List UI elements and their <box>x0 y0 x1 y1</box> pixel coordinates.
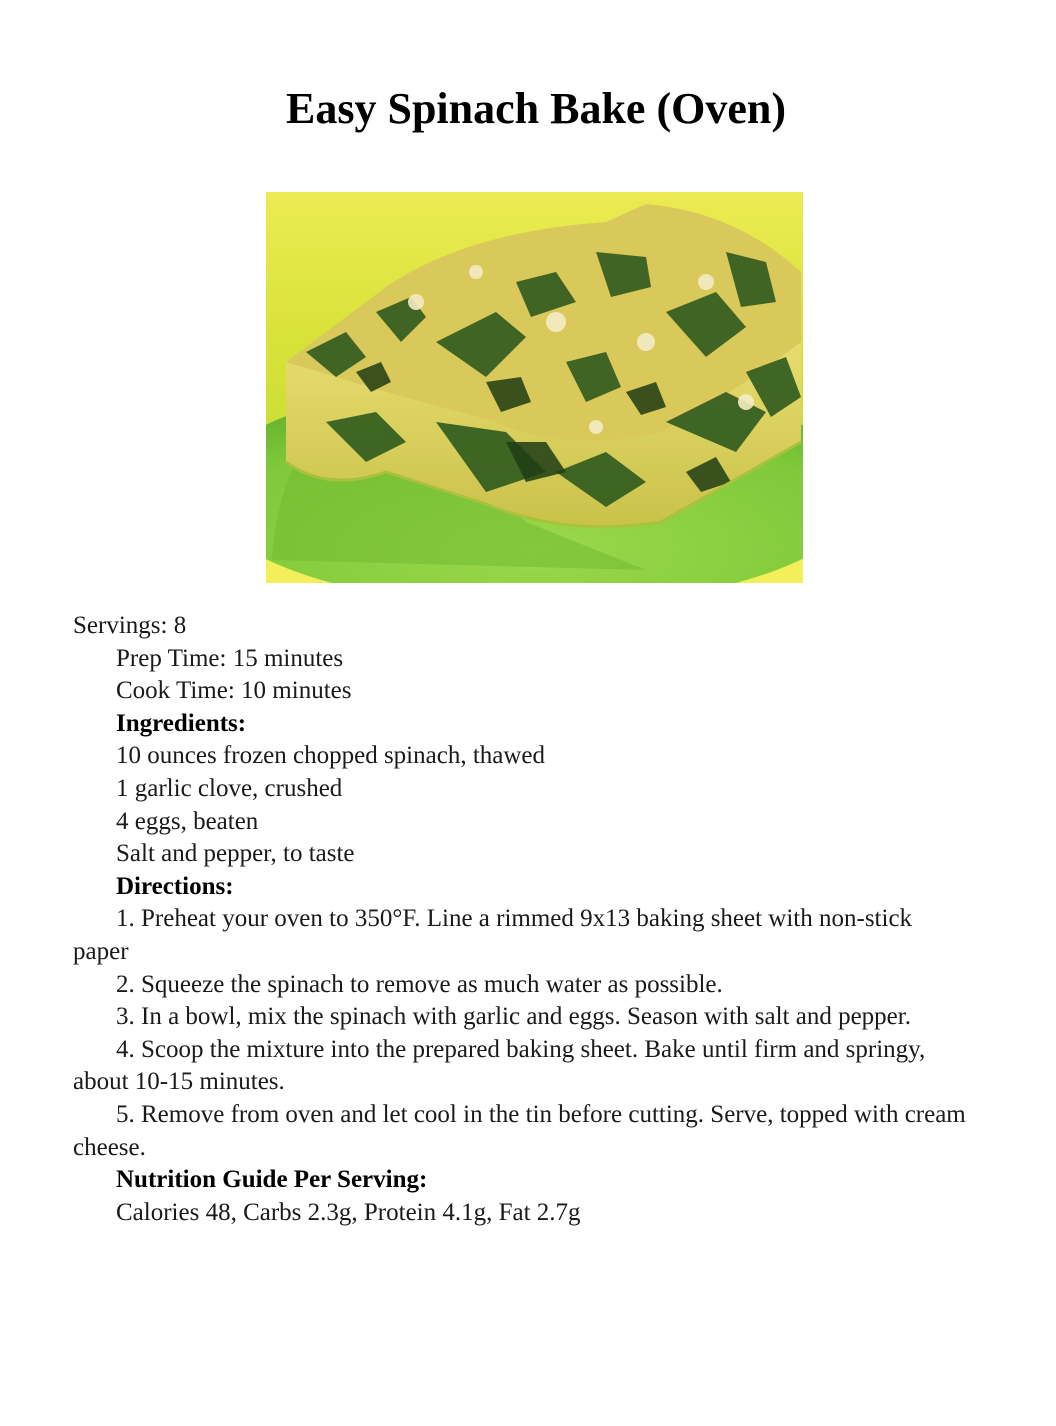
ingredient-item: 10 ounces frozen chopped spinach, thawed <box>116 742 546 770</box>
nutrition-info: Calories 48, Carbs 2.3g, Protein 4.1g, Fat 2.7g <box>116 1198 581 1226</box>
recipe-title: Easy Spinach Bake (Oven) <box>286 84 786 133</box>
nutrition-heading: Nutrition Guide Per Serving: <box>116 1166 428 1194</box>
directions-heading: Directions: <box>116 872 234 900</box>
ingredients-heading: Ingredients: <box>116 709 247 737</box>
direction-step: 5. Remove from oven and let cool in the tin before cutting. Serve, topped with cream cheese. <box>73 1100 966 1161</box>
servings: Servings: 8 <box>73 612 187 639</box>
recipe-body <box>73 610 973 1229</box>
cook-time: Cook Time: 10 minutes <box>116 677 352 705</box>
ingredient-item: 4 eggs, beaten <box>116 807 259 835</box>
direction-step: 2. Squeeze the spinach to remove as much water as possible. <box>116 970 723 998</box>
prep-time: Prep Time: 15 minutes <box>116 644 344 672</box>
ingredient-item: Salt and pepper, to taste <box>116 840 355 868</box>
direction-step: 1. Preheat your oven to 350°F. Line a rimmed 9x13 baking sheet with non-stick paper <box>73 905 913 965</box>
ingredient-item: 1 garlic clove, crushed <box>116 774 343 802</box>
direction-step: 4. Scoop the mixture into the prepared baking sheet. Bake until firm and springy, about 10-15 minutes. <box>73 1035 926 1096</box>
spinach-bake-photo <box>266 192 803 583</box>
direction-step: 3. In a bowl, mix the spinach with garlic and eggs. Season with salt and pepper. <box>116 1003 911 1031</box>
